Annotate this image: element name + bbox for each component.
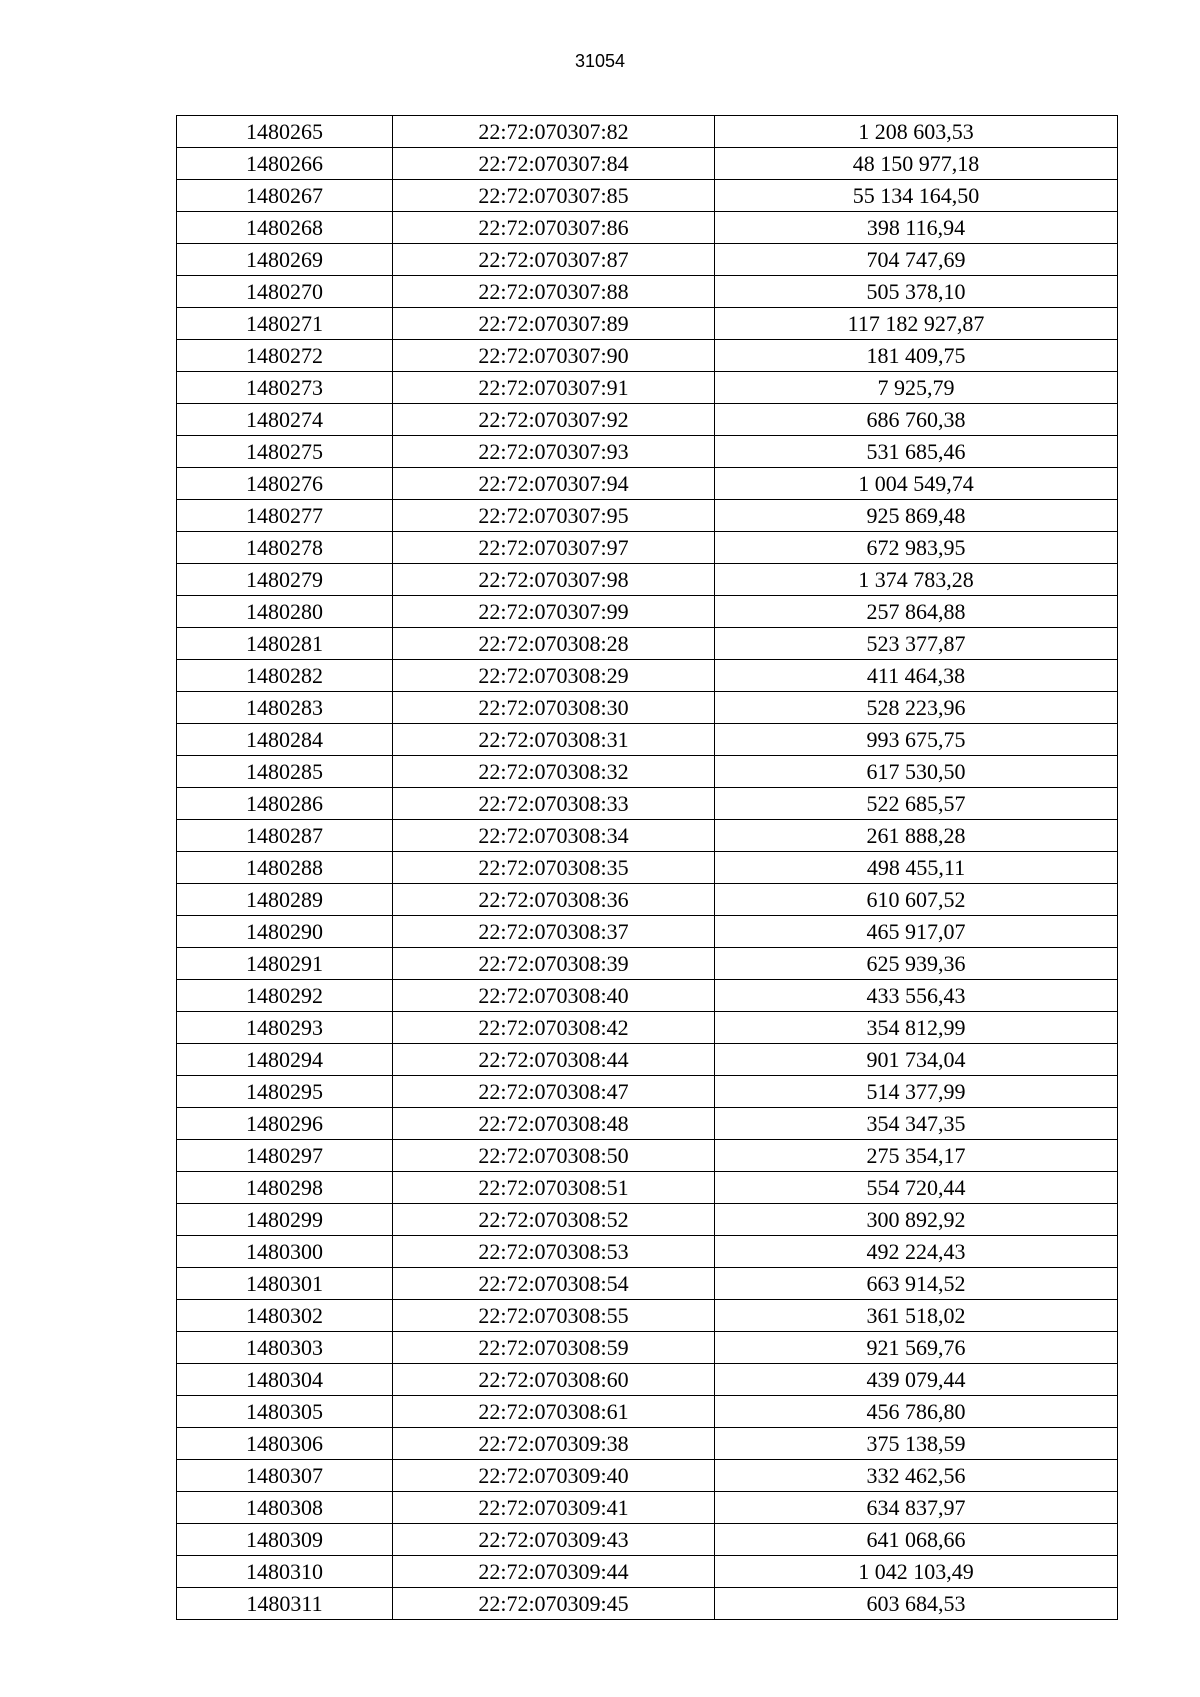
table-row: [177, 1556, 1118, 1588]
cadastral-value-cell: 1 208 603,53: [715, 116, 1118, 148]
table-row: [177, 788, 1118, 820]
row-number-cell: 1480301: [177, 1268, 393, 1300]
row-number-cell: 1480304: [177, 1364, 393, 1396]
cadastral-number-cell: 22:72:070308:61: [393, 1396, 715, 1428]
row-number-cell: 1480299: [177, 1204, 393, 1236]
cadastral-value-cell: 514 377,99: [715, 1076, 1118, 1108]
table-body: [177, 116, 1118, 1620]
row-number-cell: 1480294: [177, 1044, 393, 1076]
cadastral-value-cell: 663 914,52: [715, 1268, 1118, 1300]
cadastral-value-cell: 1 374 783,28: [715, 564, 1118, 596]
cadastral-value-cell: 625 939,36: [715, 948, 1118, 980]
row-number-cell: 1480286: [177, 788, 393, 820]
cadastral-value-cell: 398 116,94: [715, 212, 1118, 244]
table-row: [177, 1172, 1118, 1204]
table-row: [177, 212, 1118, 244]
cadastral-value-cell: 603 684,53: [715, 1588, 1118, 1620]
row-number-cell: 1480268: [177, 212, 393, 244]
cadastral-number-cell: 22:72:070309:43: [393, 1524, 715, 1556]
table-row: [177, 1044, 1118, 1076]
row-number-cell: 1480281: [177, 628, 393, 660]
table-row: [177, 980, 1118, 1012]
cadastral-value-cell: 354 812,99: [715, 1012, 1118, 1044]
table-row: [177, 1364, 1118, 1396]
row-number-cell: 1480267: [177, 180, 393, 212]
cadastral-value-cell: 354 347,35: [715, 1108, 1118, 1140]
cadastral-number-cell: 22:72:070308:29: [393, 660, 715, 692]
cadastral-value-cell: 498 455,11: [715, 852, 1118, 884]
cadastral-number-cell: 22:72:070308:39: [393, 948, 715, 980]
cadastral-number-cell: 22:72:070308:60: [393, 1364, 715, 1396]
table-row: [177, 500, 1118, 532]
table-row: [177, 148, 1118, 180]
table-row: [177, 276, 1118, 308]
cadastral-number-cell: 22:72:070309:38: [393, 1428, 715, 1460]
row-number-cell: 1480272: [177, 340, 393, 372]
row-number-cell: 1480276: [177, 468, 393, 500]
cadastral-number-cell: 22:72:070308:32: [393, 756, 715, 788]
cadastral-value-cell: 672 983,95: [715, 532, 1118, 564]
cadastral-value-cell: 610 607,52: [715, 884, 1118, 916]
cadastral-value-cell: 181 409,75: [715, 340, 1118, 372]
cadastral-number-cell: 22:72:070308:59: [393, 1332, 715, 1364]
cadastral-number-cell: 22:72:070308:30: [393, 692, 715, 724]
row-number-cell: 1480292: [177, 980, 393, 1012]
row-number-cell: 1480279: [177, 564, 393, 596]
row-number-cell: 1480293: [177, 1012, 393, 1044]
row-number-cell: 1480296: [177, 1108, 393, 1140]
row-number-cell: 1480266: [177, 148, 393, 180]
cadastral-number-cell: 22:72:070308:36: [393, 884, 715, 916]
cadastral-value-cell: 275 354,17: [715, 1140, 1118, 1172]
row-number-cell: 1480289: [177, 884, 393, 916]
row-number-cell: 1480277: [177, 500, 393, 532]
table-row: [177, 660, 1118, 692]
row-number-cell: 1480310: [177, 1556, 393, 1588]
cadastral-number-cell: 22:72:070309:40: [393, 1460, 715, 1492]
cadastral-number-cell: 22:72:070308:35: [393, 852, 715, 884]
row-number-cell: 1480297: [177, 1140, 393, 1172]
table-row: [177, 1204, 1118, 1236]
cadastral-value-cell: 375 138,59: [715, 1428, 1118, 1460]
cadastral-value-cell: 634 837,97: [715, 1492, 1118, 1524]
row-number-cell: 1480269: [177, 244, 393, 276]
cadastral-value-cell: 261 888,28: [715, 820, 1118, 852]
row-number-cell: 1480305: [177, 1396, 393, 1428]
table-row: [177, 1268, 1118, 1300]
cadastral-number-cell: 22:72:070309:44: [393, 1556, 715, 1588]
cadastral-number-cell: 22:72:070307:93: [393, 436, 715, 468]
table-row: [177, 724, 1118, 756]
table-row: [177, 884, 1118, 916]
page-number: 31054: [574, 51, 626, 71]
cadastral-value-cell: 528 223,96: [715, 692, 1118, 724]
cadastral-value-cell: 523 377,87: [715, 628, 1118, 660]
cadastral-value-cell: 921 569,76: [715, 1332, 1118, 1364]
row-number-cell: 1480284: [177, 724, 393, 756]
cadastral-number-cell: 22:72:070307:87: [393, 244, 715, 276]
cadastral-number-cell: 22:72:070307:92: [393, 404, 715, 436]
table-row: [177, 116, 1118, 148]
cadastral-number-cell: 22:72:070308:33: [393, 788, 715, 820]
cadastral-value-cell: 48 150 977,18: [715, 148, 1118, 180]
table-row: [177, 1460, 1118, 1492]
cadastral-number-cell: 22:72:070308:31: [393, 724, 715, 756]
row-number-cell: 1480307: [177, 1460, 393, 1492]
cadastral-number-cell: 22:72:070307:88: [393, 276, 715, 308]
cadastral-value-cell: 361 518,02: [715, 1300, 1118, 1332]
cadastral-number-cell: 22:72:070308:50: [393, 1140, 715, 1172]
cadastral-number-cell: 22:72:070308:51: [393, 1172, 715, 1204]
cadastral-number-cell: 22:72:070308:37: [393, 916, 715, 948]
table-row: [177, 1076, 1118, 1108]
table-row: [177, 596, 1118, 628]
table-row: [177, 1332, 1118, 1364]
cadastral-value-cell: 617 530,50: [715, 756, 1118, 788]
table-row: [177, 1492, 1118, 1524]
table-row: [177, 244, 1118, 276]
cadastral-number-cell: 22:72:070308:53: [393, 1236, 715, 1268]
cadastral-number-cell: 22:72:070307:82: [393, 116, 715, 148]
cadastral-value-cell: 522 685,57: [715, 788, 1118, 820]
cadastral-number-cell: 22:72:070308:28: [393, 628, 715, 660]
row-number-cell: 1480280: [177, 596, 393, 628]
row-number-cell: 1480303: [177, 1332, 393, 1364]
table-row: [177, 180, 1118, 212]
table-row: [177, 1588, 1118, 1620]
cadastral-number-cell: 22:72:070307:91: [393, 372, 715, 404]
row-number-cell: 1480270: [177, 276, 393, 308]
table-row: [177, 916, 1118, 948]
cadastral-value-cell: 1 004 549,74: [715, 468, 1118, 500]
table-row: [177, 948, 1118, 980]
row-number-cell: 1480306: [177, 1428, 393, 1460]
row-number-cell: 1480298: [177, 1172, 393, 1204]
cadastral-number-cell: 22:72:070307:94: [393, 468, 715, 500]
cadastral-number-cell: 22:72:070307:89: [393, 308, 715, 340]
cadastral-number-cell: 22:72:070307:99: [393, 596, 715, 628]
row-number-cell: 1480287: [177, 820, 393, 852]
cadastral-value-cell: 505 378,10: [715, 276, 1118, 308]
cadastral-value-cell: 901 734,04: [715, 1044, 1118, 1076]
row-number-cell: 1480291: [177, 948, 393, 980]
table-row: [177, 436, 1118, 468]
row-number-cell: 1480295: [177, 1076, 393, 1108]
cadastral-number-cell: 22:72:070308:55: [393, 1300, 715, 1332]
row-number-cell: 1480273: [177, 372, 393, 404]
row-number-cell: 1480278: [177, 532, 393, 564]
cadastral-value-table: [176, 115, 1118, 1620]
table-row: [177, 564, 1118, 596]
row-number-cell: 1480300: [177, 1236, 393, 1268]
cadastral-value-cell: 993 675,75: [715, 724, 1118, 756]
row-number-cell: 1480290: [177, 916, 393, 948]
cadastral-value-cell: 300 892,92: [715, 1204, 1118, 1236]
table-row: [177, 404, 1118, 436]
table-row: [177, 1012, 1118, 1044]
cadastral-number-cell: 22:72:070308:42: [393, 1012, 715, 1044]
cadastral-value-cell: 554 720,44: [715, 1172, 1118, 1204]
table-row: [177, 692, 1118, 724]
row-number-cell: 1480288: [177, 852, 393, 884]
cadastral-number-cell: 22:72:070308:47: [393, 1076, 715, 1108]
table-row: [177, 308, 1118, 340]
row-number-cell: 1480285: [177, 756, 393, 788]
cadastral-number-cell: 22:72:070308:40: [393, 980, 715, 1012]
table-row: [177, 1396, 1118, 1428]
table-row: [177, 756, 1118, 788]
cadastral-value-cell: 433 556,43: [715, 980, 1118, 1012]
row-number-cell: 1480308: [177, 1492, 393, 1524]
cadastral-value-cell: 686 760,38: [715, 404, 1118, 436]
table-row: [177, 1108, 1118, 1140]
table-row: [177, 820, 1118, 852]
table-row: [177, 532, 1118, 564]
table-row: [177, 852, 1118, 884]
row-number-cell: 1480283: [177, 692, 393, 724]
cadastral-number-cell: 22:72:070307:90: [393, 340, 715, 372]
table-row: [177, 1140, 1118, 1172]
cadastral-value-cell: 332 462,56: [715, 1460, 1118, 1492]
cadastral-value-cell: 531 685,46: [715, 436, 1118, 468]
cadastral-number-cell: 22:72:070307:86: [393, 212, 715, 244]
row-number-cell: 1480275: [177, 436, 393, 468]
cadastral-value-cell: 117 182 927,87: [715, 308, 1118, 340]
cadastral-number-cell: 22:72:070308:34: [393, 820, 715, 852]
cadastral-value-cell: 465 917,07: [715, 916, 1118, 948]
cadastral-number-cell: 22:72:070308:54: [393, 1268, 715, 1300]
row-number-cell: 1480309: [177, 1524, 393, 1556]
cadastral-value-cell: 257 864,88: [715, 596, 1118, 628]
row-number-cell: 1480274: [177, 404, 393, 436]
cadastral-value-cell: 1 042 103,49: [715, 1556, 1118, 1588]
row-number-cell: 1480265: [177, 116, 393, 148]
row-number-cell: 1480271: [177, 308, 393, 340]
cadastral-value-cell: 55 134 164,50: [715, 180, 1118, 212]
cadastral-value-cell: 456 786,80: [715, 1396, 1118, 1428]
cadastral-number-cell: 22:72:070309:41: [393, 1492, 715, 1524]
cadastral-value-cell: 925 869,48: [715, 500, 1118, 532]
cadastral-value-cell: 7 925,79: [715, 372, 1118, 404]
cadastral-value-cell: 411 464,38: [715, 660, 1118, 692]
table-row: [177, 340, 1118, 372]
row-number-cell: 1480282: [177, 660, 393, 692]
cadastral-number-cell: 22:72:070307:95: [393, 500, 715, 532]
cadastral-number-cell: 22:72:070307:84: [393, 148, 715, 180]
cadastral-number-cell: 22:72:070307:97: [393, 532, 715, 564]
row-number-cell: 1480302: [177, 1300, 393, 1332]
table-row: [177, 1236, 1118, 1268]
table-row: [177, 628, 1118, 660]
cadastral-value-cell: 439 079,44: [715, 1364, 1118, 1396]
cadastral-number-cell: 22:72:070309:45: [393, 1588, 715, 1620]
table-row: [177, 1524, 1118, 1556]
cadastral-number-cell: 22:72:070308:52: [393, 1204, 715, 1236]
cadastral-number-cell: 22:72:070307:98: [393, 564, 715, 596]
table-row: [177, 468, 1118, 500]
cadastral-number-cell: 22:72:070308:48: [393, 1108, 715, 1140]
cadastral-value-cell: 641 068,66: [715, 1524, 1118, 1556]
row-number-cell: 1480311: [177, 1588, 393, 1620]
cadastral-value-cell: 704 747,69: [715, 244, 1118, 276]
table-row: [177, 1300, 1118, 1332]
table-row: [177, 1428, 1118, 1460]
cadastral-number-cell: 22:72:070308:44: [393, 1044, 715, 1076]
table-row: [177, 372, 1118, 404]
cadastral-value-cell: 492 224,43: [715, 1236, 1118, 1268]
cadastral-number-cell: 22:72:070307:85: [393, 180, 715, 212]
